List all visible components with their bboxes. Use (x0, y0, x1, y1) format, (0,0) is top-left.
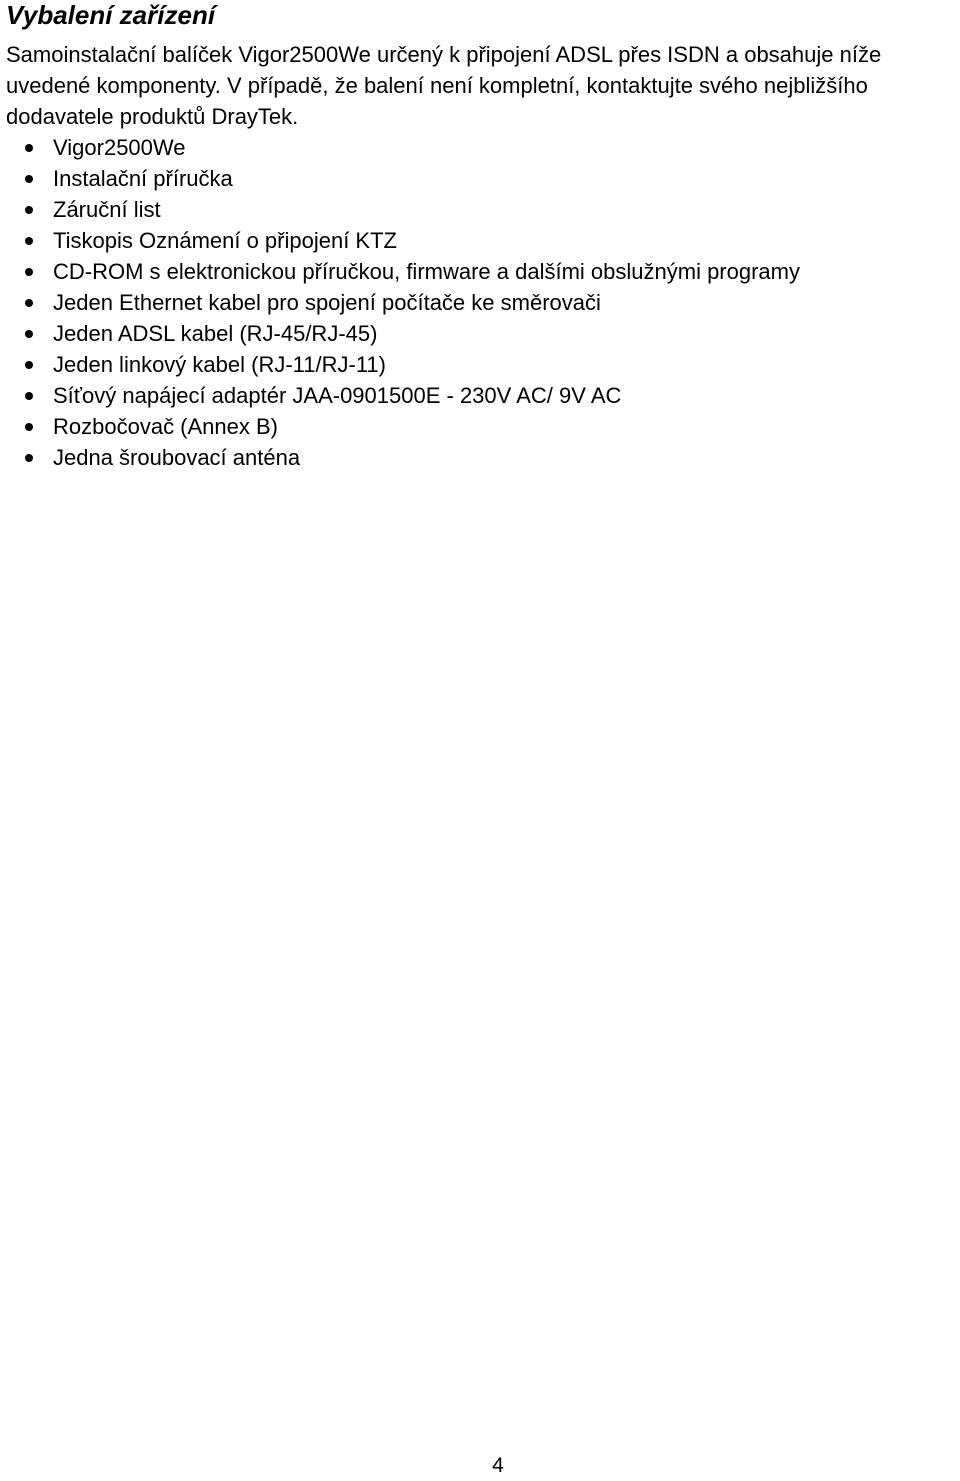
list-item-text: Jeden Ethernet kabel pro spojení počítače ke směrovači (53, 290, 601, 315)
section-heading: Vybalení zařízení (6, 0, 216, 30)
bullet-icon (25, 330, 33, 338)
bullet-icon (25, 454, 33, 462)
list-item-text: CD-ROM s elektronickou příručkou, firmware a dalšími obslužnými programy (53, 259, 800, 284)
bullet-icon (25, 175, 33, 183)
list-item (6, 194, 954, 225)
bullet-icon (25, 237, 33, 245)
list-item-text: Jeden linkový kabel (RJ-11/RJ-11) (53, 352, 386, 377)
bullet-icon (25, 392, 33, 400)
list-item-text: Síťový napájecí adaptér JAA-0901500E - 230V AC/ 9V AC (53, 383, 622, 408)
list-item-text: Tiskopis Oznámení o připojení KTZ (53, 228, 397, 253)
list-item-text: Instalační příručka (53, 166, 233, 191)
bullet-icon (25, 206, 33, 214)
bullet-icon (25, 268, 33, 276)
list-item-text: Záruční list (53, 197, 161, 222)
page-number: 4 (492, 1454, 504, 1477)
document-page (6, 0, 954, 473)
list-item (6, 132, 954, 163)
intro-paragraph: Samoinstalační balíček Vigor2500We určený k připojení ADSL přes ISDN a obsahuje níže uvedené komponenty. V případě, že balení není kompletní, kontaktujte svého nejbližšího dodavatele produktů DrayTek. (6, 42, 882, 129)
list-item (6, 411, 954, 442)
list-item-text: Jeden ADSL kabel (RJ-45/RJ-45) (53, 321, 378, 346)
list-item (6, 256, 954, 287)
list-item-text: Rozbočovač (Annex B) (53, 414, 278, 439)
bullet-icon (25, 144, 33, 152)
list-item (6, 349, 954, 380)
list-item (6, 287, 954, 318)
list-item (6, 442, 954, 473)
list-item (6, 225, 954, 256)
list-item-text: Vigor2500We (53, 135, 186, 160)
package-contents-list (6, 132, 954, 473)
bullet-icon (25, 361, 33, 369)
list-item (6, 163, 954, 194)
list-item (6, 380, 954, 411)
bullet-icon (25, 299, 33, 307)
bullet-icon (25, 423, 33, 431)
list-item (6, 318, 954, 349)
list-item-text: Jedna šroubovací anténa (53, 445, 301, 470)
